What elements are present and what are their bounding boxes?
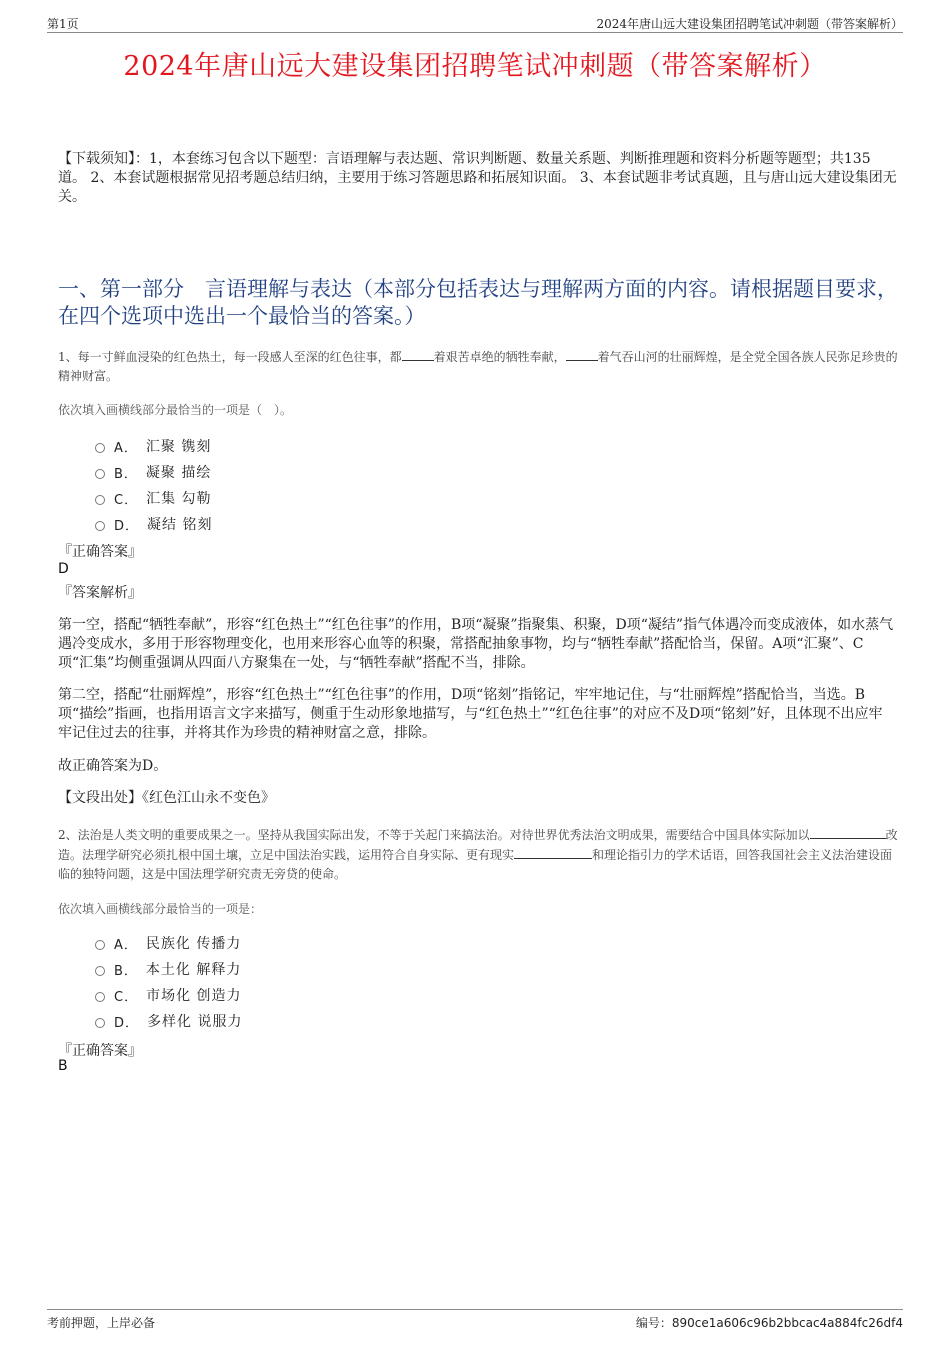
question-1-source: 【文段出处】《红色江山永不变色》 (58, 790, 275, 806)
question-2-option-d[interactable] (95, 1008, 242, 1034)
question-2-text-part1: 2、法治是人类文明的重要成果之一。坚持从我国实际出发，不等于关起门来搞法治。对待世界优秀法治文明成果，需要结合中国具体实际加以 (58, 828, 810, 842)
question-2-option-b[interactable] (95, 956, 242, 982)
radio-icon[interactable] (95, 469, 105, 479)
question-2-text (58, 825, 898, 884)
running-footer (47, 1309, 903, 1330)
question-1-text-part2: 着艰苦卓绝的牺牲奉献， (433, 350, 566, 364)
question-1-analysis-2: 第二空，搭配“壮丽辉煌”，形容“红色热土”“红色往事”的作用，D项“铭刻”指铭记，牢牢地记住，与“壮丽辉煌”搭配恰当，当选。B项“描绘”指画，也指用语言文字来描写，侧重于生动形象地描写，与“红色热土”“红色往事”的对应不及D项“铭刻”好，且体现不出应牢牢记住过去的往事，并将其作为珍贵的精神财富之意，排除。 (58, 687, 883, 741)
header-doc-title: 2024年唐山远大建设集团招聘笔试冲刺题（带答案解析） (596, 17, 903, 31)
question-1-options (95, 433, 212, 537)
footer-slogan: 考前押题，上岸必备 (47, 1316, 156, 1330)
footer-code-label: 编号： (635, 1316, 672, 1330)
download-notice: 【下载须知】：1，本套练习包含以下题型：言语理解与表达题、常识判断题、数量关系题、判断推理题和资料分析题等题型；共135道。 2、本套试题根据常见招考题总结归纳，主要用于练习答题思路和拓展知识面。 3、本套试题非考试真题，且与唐山远大建设集团无关。 (58, 151, 897, 205)
question-2-answer-label: 『正确答案』 (58, 1043, 142, 1059)
radio-icon[interactable] (95, 521, 105, 531)
option-text: 多样化 说服力 (147, 1014, 243, 1030)
question-1-option-d[interactable] (95, 511, 212, 537)
question-2-options (95, 930, 242, 1034)
question-1-answer: D (58, 561, 69, 577)
footer-code-value: 890ce1a606c96b2bbcac4a884fc26df4 (671, 1316, 903, 1330)
question-2-option-c[interactable] (95, 982, 242, 1008)
question-1-prompt: 依次填入画横线部分最恰当的一项是（ ）。 (58, 403, 293, 417)
option-letter: B． (114, 466, 138, 482)
option-letter: C． (114, 492, 139, 508)
question-1-analysis-label: 『答案解析』 (58, 585, 142, 601)
radio-icon[interactable] (95, 495, 105, 505)
question-1-answer-label: 『正确答案』 (58, 544, 142, 560)
option-text: 凝聚 描绘 (145, 465, 212, 481)
fill-blank (566, 347, 598, 361)
footer-code (636, 1314, 903, 1331)
option-text: 汇集 勾勒 (146, 491, 212, 507)
running-header (47, 14, 903, 33)
option-text: 本土化 解释力 (145, 962, 242, 978)
radio-icon[interactable] (95, 966, 105, 976)
option-text: 汇聚 镌刻 (145, 439, 212, 455)
option-text: 市场化 创造力 (146, 988, 242, 1004)
fill-blank (810, 825, 886, 839)
document-title: 2024年唐山远大建设集团招聘笔试冲刺题（带答案解析） (123, 51, 827, 82)
question-1-conclusion: 故正确答案为D。 (58, 758, 168, 774)
question-2-prompt: 依次填入画横线部分最恰当的一项是： (58, 902, 263, 916)
option-letter: A． (114, 937, 138, 953)
radio-icon[interactable] (95, 1018, 105, 1028)
radio-icon[interactable] (95, 940, 105, 950)
question-1-text-part3: 着气吞山河的壮丽辉煌，是全党全国各族人民弥足珍贵的精神财富。 (58, 350, 898, 383)
option-letter: D． (114, 1015, 140, 1031)
section-heading: 一、第一部分 言语理解与表达（本部分包括表达与理解两方面的内容。请根据题目要求，在四个选项中选出一个最恰当的答案。） (58, 277, 898, 328)
option-letter: B． (114, 963, 138, 979)
question-2-option-a[interactable] (95, 930, 242, 956)
option-letter: C． (114, 989, 139, 1005)
question-1-text (58, 347, 898, 386)
option-letter: A． (114, 440, 138, 456)
radio-icon[interactable] (95, 992, 105, 1002)
option-letter: D． (114, 518, 140, 534)
radio-icon[interactable] (95, 443, 105, 453)
question-1-option-a[interactable] (95, 433, 212, 459)
question-1-option-c[interactable] (95, 485, 212, 511)
question-2-text-part2: 改造。法理学研究必须扎根中国土壤，立足中国法治实践，运用符合自身实际、更有现实 (58, 828, 898, 862)
question-1-text-part1: 1、每一寸鲜血浸染的红色热土，每一段感人至深的红色往事，都 (58, 350, 402, 364)
question-1-option-b[interactable] (95, 459, 212, 485)
question-2-text-part3: 和理论指引力的学术话语，回答我国社会主义法治建设面临的独特问题，这是中国法理学研究责无旁贷的使命。 (58, 848, 893, 881)
question-2-answer: B (58, 1058, 68, 1074)
question-1-analysis-1: 第一空，搭配“牺牲奉献”，形容“红色热土”“红色往事”的作用，B项“凝聚”指聚集、积聚，D项“凝结”指气体遇冷而变成液体，如水蒸气遇冷变成水，多用于形容物理变化，也用来形容心血等的积聚，常搭配抽象事物，均与“牺牲奉献”搭配恰当，保留。A项“汇聚”、C项“汇集”均侧重强调从四面八方聚集在一处，与“牺牲奉献”搭配不当，排除。 (58, 617, 894, 671)
option-text: 凝结 铭刻 (147, 517, 213, 533)
fill-blank (402, 347, 434, 361)
page-number: 第1页 (47, 17, 79, 31)
fill-blank (514, 845, 592, 859)
option-text: 民族化 传播力 (145, 936, 242, 952)
